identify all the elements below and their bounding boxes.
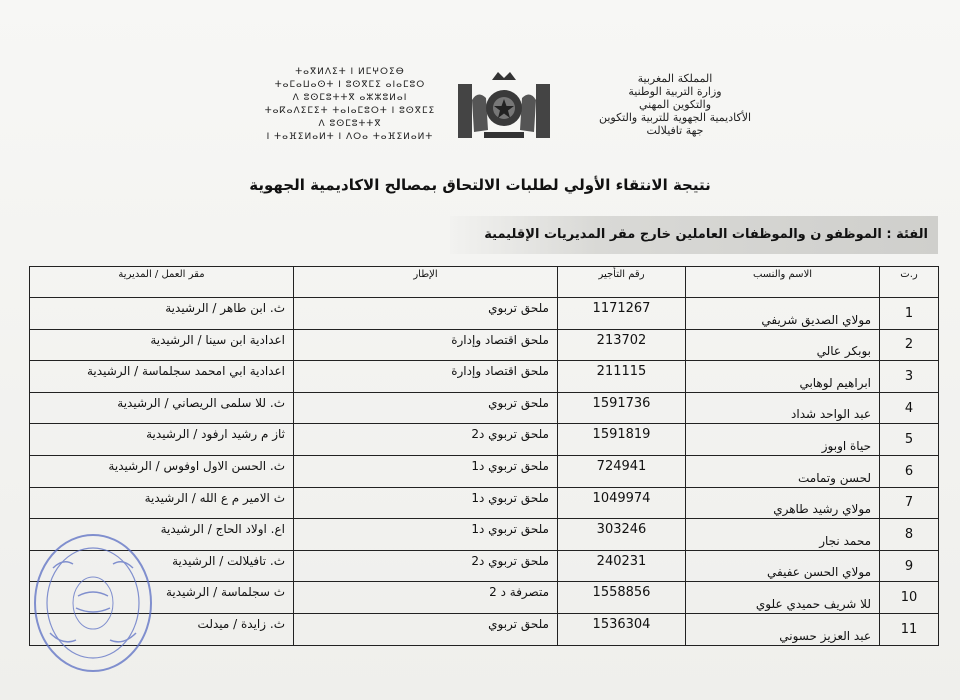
table-row xyxy=(30,455,939,487)
header-line: والتكوين المهني xyxy=(638,98,712,111)
cell-num: 7 xyxy=(880,487,939,519)
cell-place: اعدادية ابي امحمد سجلماسة / الرشيدية xyxy=(30,361,294,393)
cell-place: ث. الحسن الاول اوفوس / الرشيدية xyxy=(30,455,294,487)
cell-name: للا شريف حميدي علوي xyxy=(686,582,880,614)
cell-num: 10 xyxy=(880,582,939,614)
cell-name: مولاي الحسن عفيفي xyxy=(686,550,880,582)
cell-name: محمد نجار xyxy=(686,519,880,551)
cell-place: ثاز م رشيد ارفود / الرشيدية xyxy=(30,424,294,456)
header-line: المملكة المغربية xyxy=(637,72,713,85)
cell-name: بوبكر عالي xyxy=(686,329,880,361)
cell-frame: ملحق اقتصاد وإدارة xyxy=(294,361,558,393)
kingdom-emblem-icon xyxy=(458,70,550,142)
cell-code: 1536304 xyxy=(558,613,686,645)
institution-header-tifinagh xyxy=(250,66,450,144)
cell-frame: ملحق تربوي د1 xyxy=(294,487,558,519)
table-row xyxy=(30,550,939,582)
official-stamp-icon xyxy=(28,528,158,678)
table-row xyxy=(30,613,939,645)
cell-place: ث. تافيلالت / الرشيدية xyxy=(30,550,294,582)
cell-name: حياة اوبوز xyxy=(686,424,880,456)
header-line: ⵜⴰⵎⴰⵡⴰⵙⵜ ⵏ ⵓⵙⴳⵎⵉ ⴰⵏⴰⵎⵓⵔ xyxy=(274,80,426,90)
header-line: الأكاديمية الجهوية للتربية والتكوين xyxy=(598,111,752,124)
table-row xyxy=(30,424,939,456)
cell-code: 1049974 xyxy=(558,487,686,519)
cell-code: 724941 xyxy=(558,455,686,487)
cell-num: 1 xyxy=(880,298,939,330)
table-row xyxy=(30,392,939,424)
cell-code: 1591819 xyxy=(558,424,686,456)
cell-place: ث. زايدة / ميدلت xyxy=(30,613,294,645)
cell-code: 303246 xyxy=(558,519,686,551)
cell-frame: ملحق تربوي د1 xyxy=(294,455,558,487)
cell-name: مولاي رشيد طاهري xyxy=(686,487,880,519)
cell-frame: ملحق تربوي د2 xyxy=(294,424,558,456)
cell-name: عبد العزيز حسوني xyxy=(686,613,880,645)
header-place: مقر العمل / المديرية xyxy=(30,267,294,298)
header-line: ⵏ ⵜⴰⴼⵉⵍⴰⵍⵜ ⵏ ⴷⵔⴰ ⵜⴰⴼⵉⵍⴰⵍⵜ xyxy=(266,132,434,142)
cell-num: 9 xyxy=(880,550,939,582)
cell-code: 1558856 xyxy=(558,582,686,614)
cell-frame: متصرفة د 2 xyxy=(294,582,558,614)
table-header-row xyxy=(30,267,939,298)
cell-code: 1591736 xyxy=(558,392,686,424)
cell-place: اعدادية ابن سينا / الرشيدية xyxy=(30,329,294,361)
cell-code: 213702 xyxy=(558,329,686,361)
institution-header-arabic xyxy=(585,72,765,137)
cell-frame: ملحق تربوي د2 xyxy=(294,550,558,582)
category-label: الفئة : الموظفو ن والموظفات العاملين خارج مقر المديريات الإقليمية xyxy=(484,227,928,242)
table-row xyxy=(30,329,939,361)
header-line: ⵜⴰⴽⴰⴷⵉⵎⵉⵜ ⵜⴰⵏⴰⵎⵓⵔⵜ ⵏ ⵓⵙⴳⵎⵉ xyxy=(264,106,436,116)
cell-num: 5 xyxy=(880,424,939,456)
results-table xyxy=(29,266,939,646)
cell-name: عبد الواحد شداد xyxy=(686,392,880,424)
cell-name: لحسن وتمامت xyxy=(686,455,880,487)
cell-place: ث. للا سلمى الريصاني / الرشيدية xyxy=(30,392,294,424)
header-line: جهة تافيلالت xyxy=(646,124,704,137)
header-name: الاسم والنسب xyxy=(686,267,880,298)
table-row xyxy=(30,582,939,614)
cell-num: 11 xyxy=(880,613,939,645)
cell-place: ث سجلماسة / الرشيدية xyxy=(30,582,294,614)
cell-frame: ملحق اقتصاد وإدارة xyxy=(294,329,558,361)
header-code: رقم التأجير xyxy=(558,267,686,298)
table-row xyxy=(30,519,939,551)
document-title: نتيجة الانتقاء الأولي لطلبات الالتحاق بمصالح الاكاديمية الجهوية xyxy=(249,176,711,194)
cell-num: 2 xyxy=(880,329,939,361)
cell-code: 240231 xyxy=(558,550,686,582)
cell-frame: ملحق تربوي xyxy=(294,613,558,645)
table-row xyxy=(30,487,939,519)
cell-place: ث الامير م ع الله / الرشيدية xyxy=(30,487,294,519)
cell-num: 3 xyxy=(880,361,939,393)
cell-name: ابراهيم لوهابي xyxy=(686,361,880,393)
cell-frame: ملحق تربوي xyxy=(294,392,558,424)
header-line: وزارة التربية الوطنية xyxy=(628,85,722,98)
header-line: ⴷ ⵓⵙⵎⵓⵜⵜⴳ ⴰⵣⵣⵓⵍⴰⵏ xyxy=(292,93,408,103)
cell-frame: ملحق تربوي xyxy=(294,298,558,330)
cell-code: 1171267 xyxy=(558,298,686,330)
cell-name: مولاي الصديق شريفي xyxy=(686,298,880,330)
header-frame: الإطار xyxy=(294,267,558,298)
cell-code: 211115 xyxy=(558,361,686,393)
category-band xyxy=(450,216,938,254)
cell-num: 6 xyxy=(880,455,939,487)
header-line: ⵜⴰⴳⵍⴷⵉⵜ ⵏ ⵍⵎⵖⵔⵉⴱ xyxy=(295,67,405,77)
cell-num: 4 xyxy=(880,392,939,424)
cell-place: اع. اولاد الحاج / الرشيدية xyxy=(30,519,294,551)
header-line: ⴷ ⵓⵙⵎⵓⵜⵜⴳ xyxy=(318,119,382,129)
cell-num: 8 xyxy=(880,519,939,551)
header-num: ر.ت xyxy=(880,267,939,298)
cell-frame: ملحق تربوي د1 xyxy=(294,519,558,551)
table-row xyxy=(30,361,939,393)
cell-place: ث. ابن طاهر / الرشيدية xyxy=(30,298,294,330)
table-row xyxy=(30,298,939,330)
